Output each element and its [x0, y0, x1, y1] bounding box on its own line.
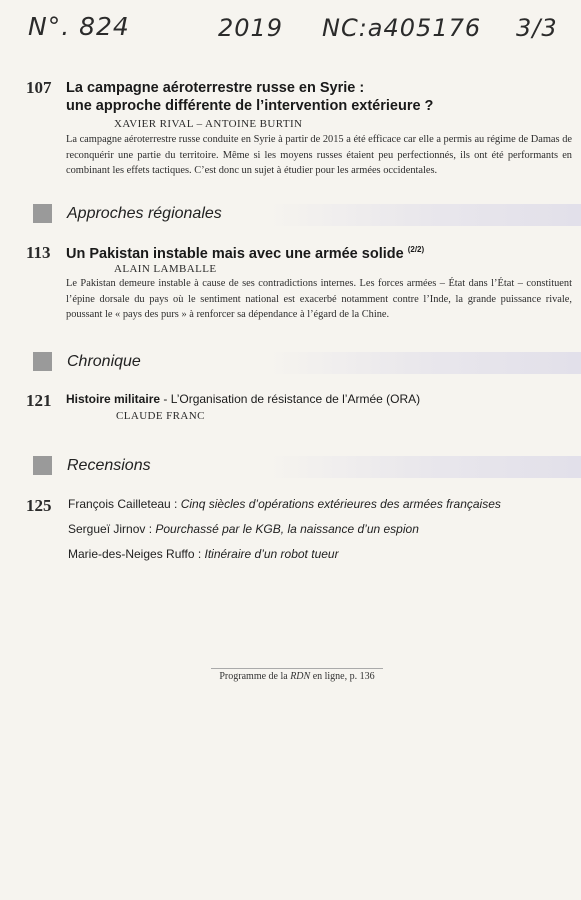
article-abstract: Le Pakistan demeure instable à cause de ses contradictions internes. Les forces armées – État dans l’État – constituent l’épine dorsale du pays où le sentiment national est exacerbé notamment contre l’Inde, la grande puissance rivale, poussant le « pays des purs » à renforcer sa dépendance à l’égard de la Chine. [66, 278, 572, 321]
section-header-chronique [33, 352, 581, 374]
review-item [68, 522, 419, 536]
review-work: Itinéraire d’un robot tueur [204, 547, 339, 561]
handwritten-code: NC:a405176 [322, 14, 482, 42]
review-item [68, 547, 339, 561]
page-number: 125 [26, 496, 52, 515]
article-author: CLAUDE FRANC [116, 410, 205, 422]
review-author: Marie-des-Neiges Ruffo : [68, 547, 205, 561]
article-author: XAVIER RIVAL – ANTOINE BURTIN [114, 118, 303, 130]
article-title-text: Un Pakistan instable mais avec une armée solide [66, 245, 404, 262]
footer-divider [211, 668, 383, 669]
section-square-icon [33, 456, 52, 475]
section-label: Chronique [67, 353, 141, 370]
section-label: Recensions [67, 457, 151, 474]
page-number: 113 [26, 243, 51, 262]
section-square-icon [33, 204, 52, 223]
article-title-line2: une approche différente de l’intervention extérieure ? [66, 98, 434, 114]
footer-suffix: en ligne, p. 136 [310, 671, 375, 682]
footer-prefix: Programme de la [219, 671, 291, 682]
article-title [66, 245, 424, 262]
handwritten-annotation [0, 10, 581, 52]
review-item [68, 497, 501, 511]
article-abstract: La campagne aéroterrestre russe conduite en Syrie à partir de 2015 a été efficace car elle a permis au régime de Damas de reconquérir une partie du territoire. Même si les moyens russes étaient peu perfectionnés, ils ont été performants en combinant les effets tactiques. C’est donc un sujet à étudier pour les armées occidentales. [66, 134, 572, 177]
section-header-recensions [33, 456, 581, 478]
review-work: Pourchassé par le KGB, la naissance d’un espion [155, 522, 419, 536]
section-square-icon [33, 352, 52, 371]
article-author: ALAIN LAMBALLE [114, 263, 217, 275]
footer-journal: RDN [290, 671, 311, 682]
page-number: 121 [26, 391, 52, 410]
footer-note [211, 671, 383, 682]
article-title-part: (2/2) [407, 245, 425, 254]
page-number: 107 [26, 78, 52, 97]
section-header-approches-regionales [33, 204, 581, 226]
review-author: François Cailleteau : [68, 497, 181, 511]
article-title-rest: - L’Organisation de résistance de l’Armée (ORA) [160, 392, 421, 406]
article-title-bold: Histoire militaire [66, 392, 161, 406]
review-work: Cinq siècles d’opérations extérieures des armées françaises [180, 497, 501, 511]
section-label: Approches régionales [67, 205, 222, 222]
review-author: Sergueï Jirnov : [68, 522, 156, 536]
article-title-line1: La campagne aéroterrestre russe en Syrie : [66, 80, 365, 96]
handwritten-year: 2019 [218, 14, 284, 42]
article-title [66, 392, 420, 406]
handwritten-page: 3/3 [516, 14, 558, 42]
handwritten-number: N°. 824 [28, 12, 130, 41]
